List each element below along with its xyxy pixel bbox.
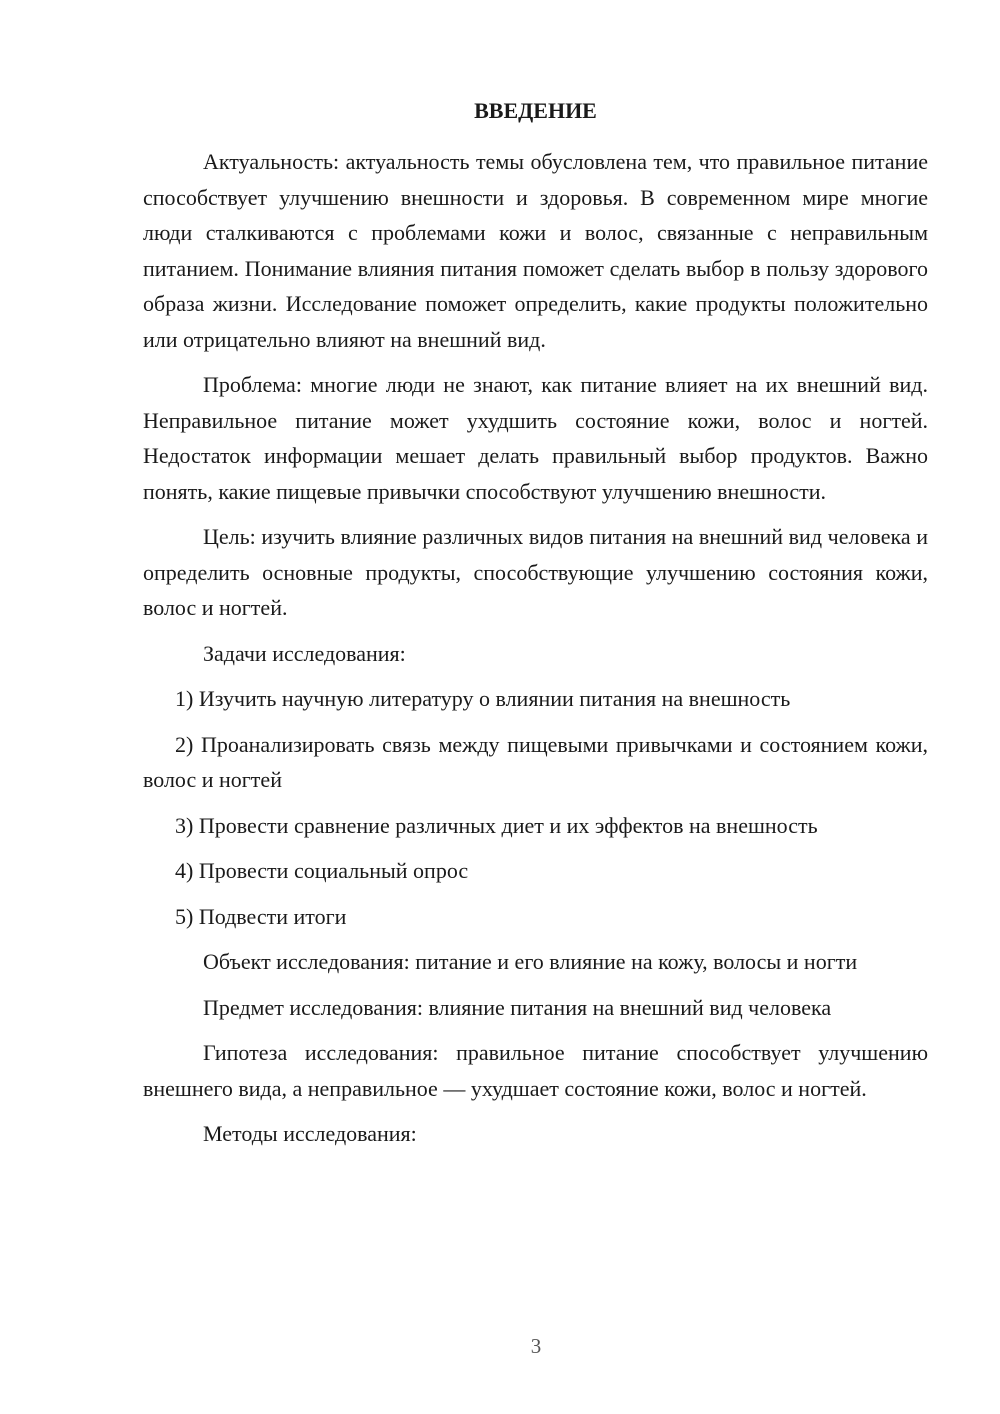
- methods-heading: Методы исследования:: [203, 1121, 417, 1146]
- section-title: ВВЕДЕНИЕ: [474, 98, 597, 123]
- task-item-4: 4) Провести социальный опрос: [175, 858, 469, 883]
- task-item-1: 1) Изучить научную литературу о влиянии питания на внешность: [175, 686, 791, 711]
- subject-paragraph: Предмет исследования: влияние питания на внешний вид человека: [203, 994, 832, 1020]
- hypothesis-paragraph: Гипотеза исследования: правильное питание способствует улучшению внешнего вида, а неправильное — ухудшает состояние кожи, волос и ногтей.: [143, 1040, 928, 1101]
- problem-paragraph: Проблема: многие люди не знают, как питание влияет на их внешний вид. Неправильное питание может ухудшить состояние кожи, волос и ногтей. Недостаток информации мешает делать правильный выбор продуктов. Важно понять, какие пищевые привычки способствуют улучшению внешности.: [143, 372, 928, 504]
- document-page: [143, 96, 928, 1162]
- goal-paragraph: Цель: изучить влияние различных видов питания на внешний вид человека и определить основные продукты, способствующие улучшению состояния кожи, волос и ногтей.: [143, 524, 928, 620]
- task-item-2: 2) Проанализировать связь между пищевыми привычками и состоянием кожи, волос и ногтей: [143, 731, 928, 792]
- relevance-paragraph: Актуальность: актуальность темы обусловлена тем, что правильное питание способствует улучшению внешности и здоровья. В современном мире многие люди сталкиваются с проблемами кожи и волос, связанные с неправильным питанием. Понимание влияния питания поможет сделать выбор в пользу здорового образа жизни. Исследование поможет определить, какие продукты положительно или отрицательно влияют на внешний вид.: [143, 149, 928, 352]
- tasks-heading: Задачи исследования:: [203, 640, 406, 666]
- task-item-5: 5) Подвести итоги: [175, 903, 347, 929]
- page-number: 3: [530, 1334, 542, 1358]
- object-paragraph: Объект исследования: питание и его влияние на кожу, волосы и ногти: [203, 949, 858, 974]
- task-item-3: 3) Провести сравнение различных диет и их эффектов на внешность: [175, 812, 818, 838]
